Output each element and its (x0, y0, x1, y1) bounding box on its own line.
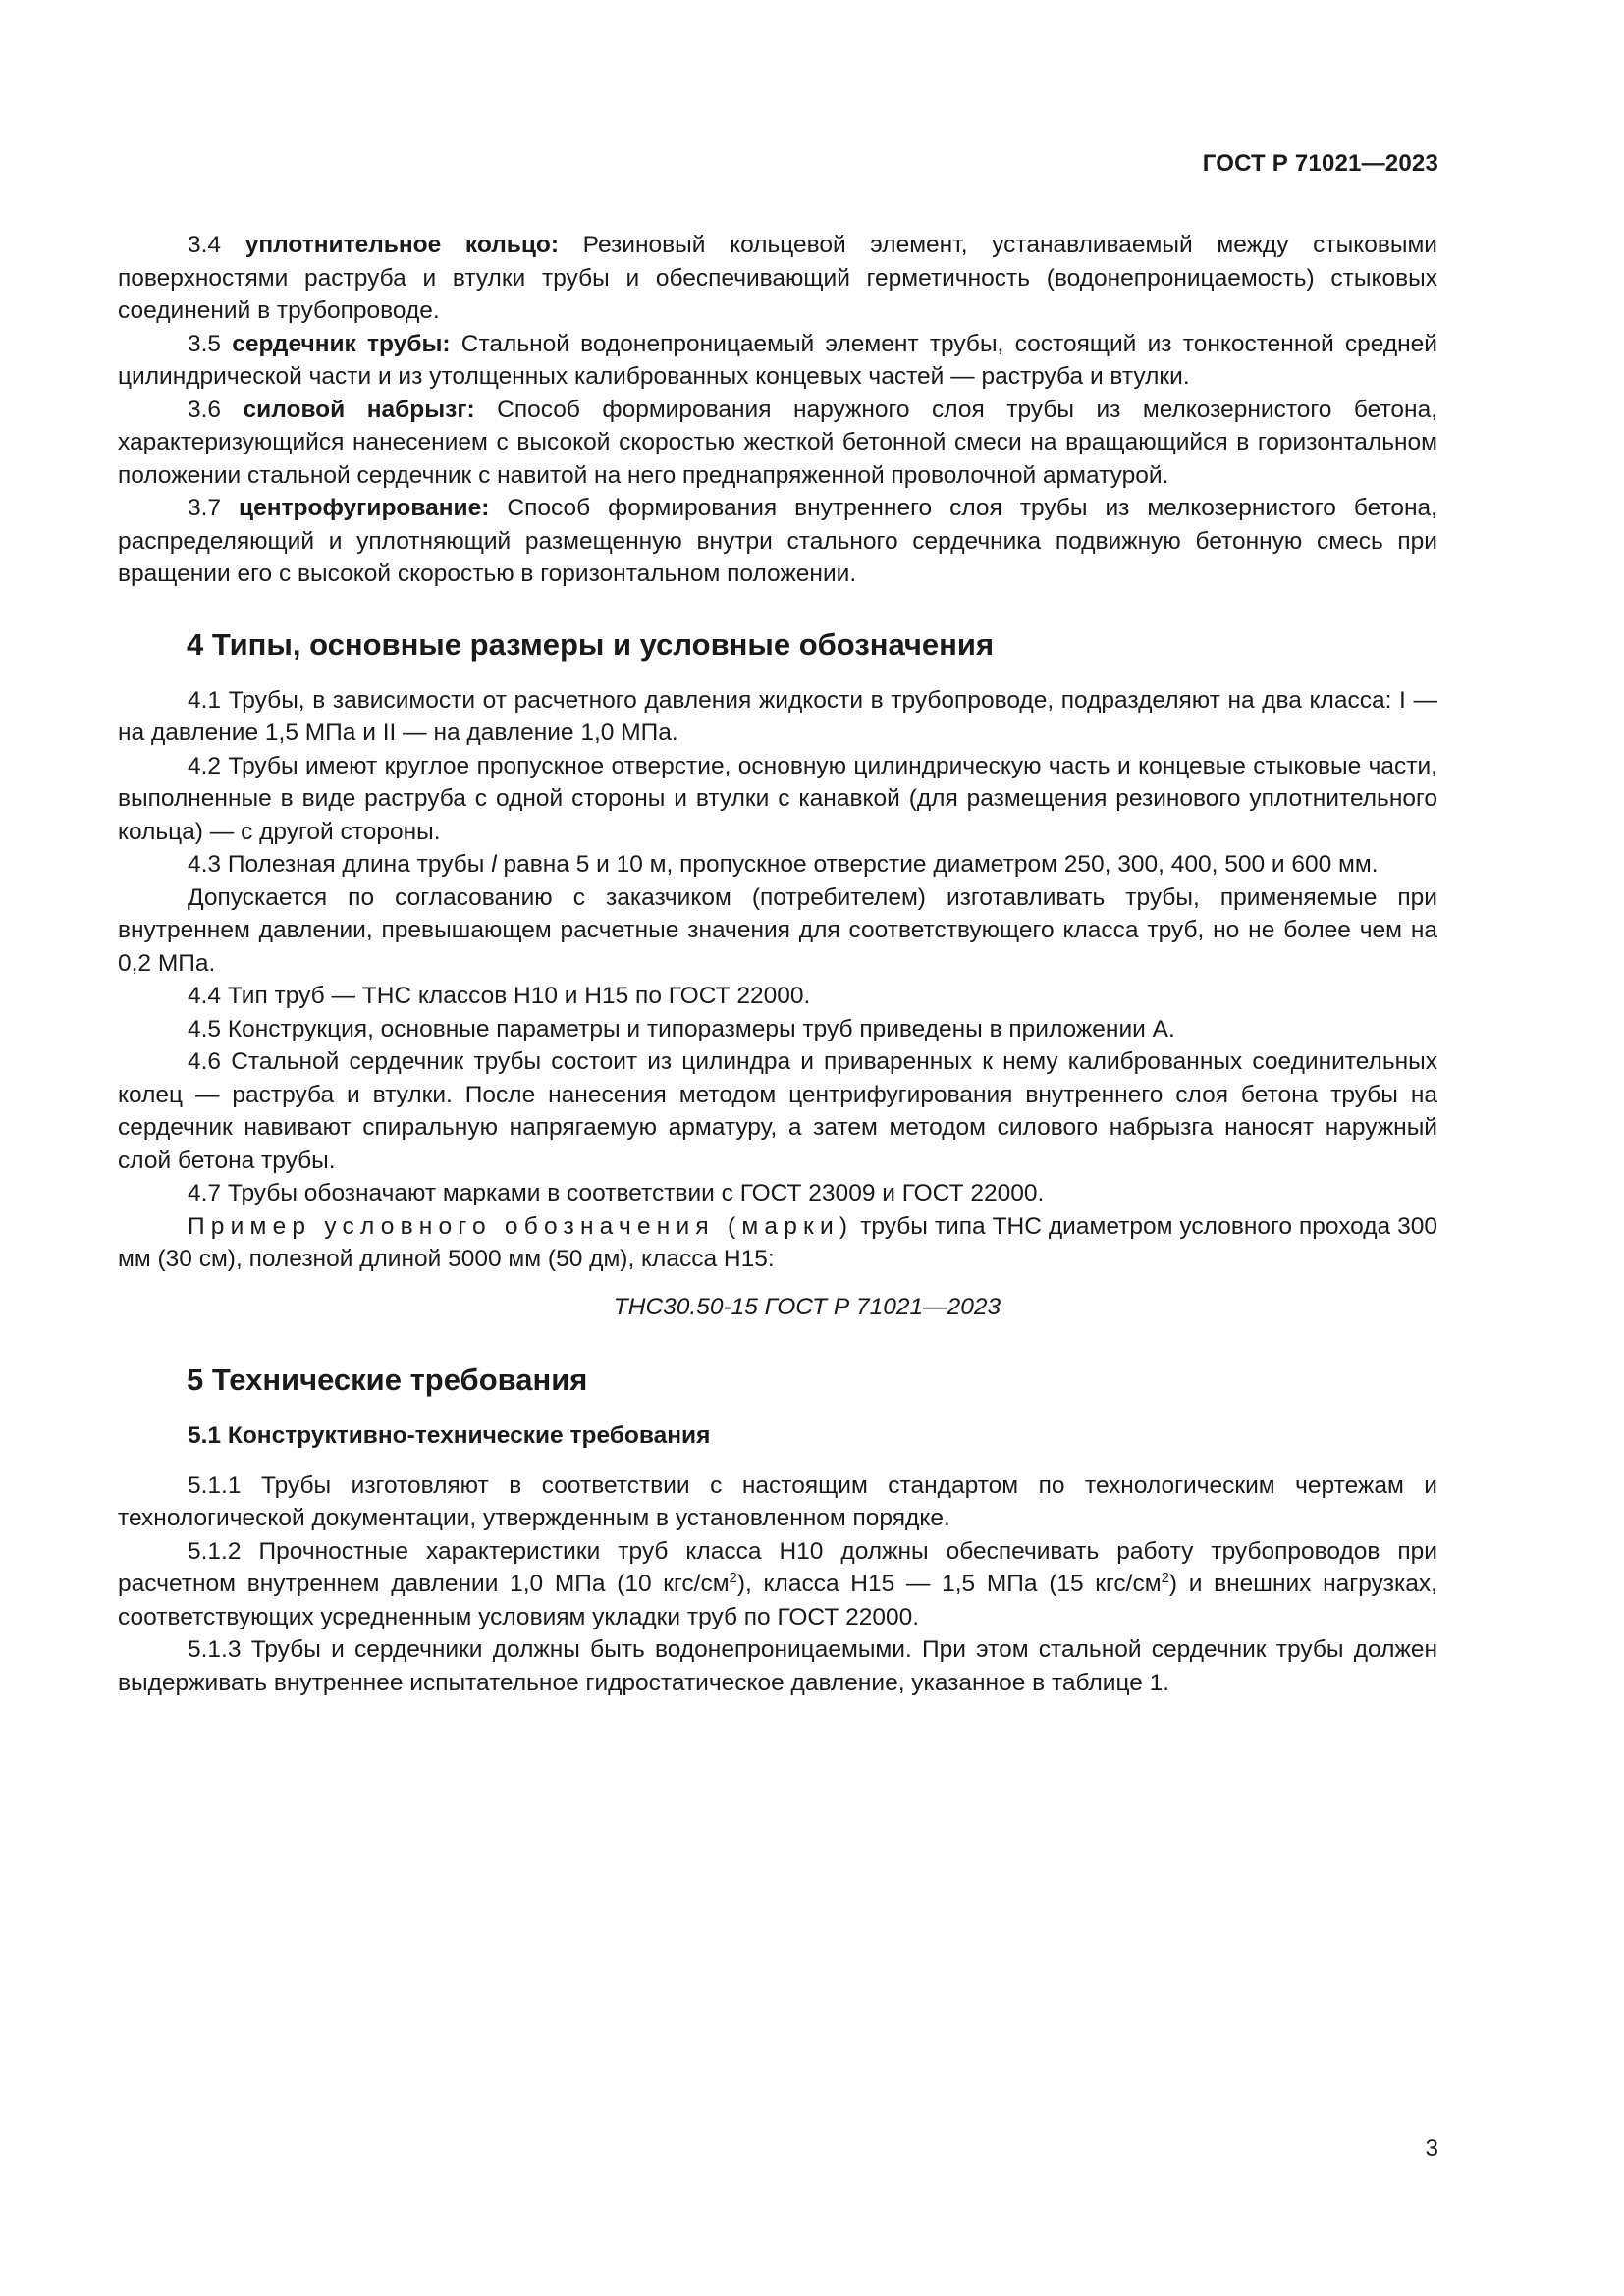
paragraph-4-6: 4.6 Стальной сердечник трубы состоит из цилиндра и приваренных к нему калиброванных соединительных колец — раструба и втулки. После нанесения методом центрифугирования внутреннего слоя бетона трубы на сердечник навивают спиральную напрягаемую арматуру, а затем методом силового набрызга наносят наружный слой бетона трубы. (118, 1048, 1437, 1174)
definition-number: 3.7 (188, 495, 240, 521)
paragraph-text: ) и внешних нагрузках, соответствующих усредненным условиям укладки труб по ГОСТ 22000. (118, 1571, 1437, 1630)
paragraph-4-1: 4.1 Трубы, в зависимости от расчетного давления жидкости в трубопроводе, подразделяют на два класса: I — на давление 1,5 МПа и II — на давление 1,0 МПа. (118, 686, 1437, 746)
definition-3-4 (118, 229, 1437, 328)
example-label: Пример условного обозначения (марки) (188, 1212, 854, 1240)
variable-l: l (491, 851, 497, 878)
subsection-5-1-heading: 5.1 Конструктивно-технические требования (188, 1422, 711, 1449)
paragraph-4-3-note: Допускается по согласованию с заказчиком (потребителем) изготавливать трубы, применяемые при внутреннем давлении, превышающем расчетные значения для соответствующего класса труб, но не более чем на 0,2 МПа. (118, 883, 1437, 977)
definition-3-7 (118, 492, 1437, 591)
definition-term: уплотнительное кольцо: (244, 232, 560, 258)
section-4-heading: 4 Типы, основные размеры и условные обозначения (187, 626, 995, 662)
definition-text: Резиновый кольцевой элемент, устанавливаемый между стыковыми поверхностями раструба и втулки трубы и обеспечивающий герметичность (водонепроницаемость) стыковых соединений в трубопроводе. (118, 232, 1437, 324)
paragraph-text: 4.3 Полезная длина трубы (188, 851, 492, 878)
example-marking: ТНС30.50-15 ГОСТ Р 71021—2023 (613, 1293, 1001, 1320)
paragraph-5-1-3: 5.1.3 Трубы и сердечники должны быть водонепроницаемыми. При этом стальной сердечник трубы должен выдерживать внутреннее испытательное гидростатическое давление, указанное в таблице 1. (118, 1636, 1437, 1696)
definition-3-5 (118, 328, 1437, 394)
definition-3-6 (118, 394, 1437, 493)
paragraph-4-7: 4.7 Трубы обозначают марками в соответствии с ГОСТ 23009 и ГОСТ 22000. (188, 1180, 1045, 1206)
section-5-heading: 5 Технические требования (187, 1362, 588, 1397)
paragraph-4-2: 4.2 Трубы имеют круглое пропускное отверстие, основную цилиндрическую часть и концевые стыковые части, выполненные в виде раструба с одной стороны и втулки с канавкой (для размещения резинового уплотнительного кольца) — с другой стороны. (118, 752, 1437, 845)
definition-number: 3.6 (188, 396, 244, 423)
paragraph-5-1-1: 5.1.1 Трубы изготовляют в соответствии с настоящим стандартом по технологическим чертежам и технологической документации, утвержденным в установленном порядке. (118, 1471, 1437, 1531)
definition-term: сердечник трубы: (232, 330, 451, 357)
example-text: трубы типа ТНС диаметром условного прохода 300 мм (30 см), полезной длиной 5000 мм (50 дм), класса Н15: (118, 1212, 1437, 1272)
document-body (118, 229, 1437, 1699)
definition-number: 3.4 (188, 232, 245, 258)
superscript: 2 (1161, 1570, 1169, 1586)
definition-term: центрофугирование: (239, 495, 490, 521)
paragraph-5-1-2 (118, 1535, 1437, 1634)
example-paragraph (118, 1210, 1437, 1276)
paragraph-text: равна 5 и 10 м, пропускное отверстие диаметром 250, 300, 400, 500 и 600 мм. (496, 851, 1379, 878)
paragraph-4-5: 4.5 Конструкция, основные параметры и типоразмеры труб приведены в приложении А. (188, 1015, 1175, 1042)
paragraph-4-3 (118, 848, 1437, 881)
document-code-header: ГОСТ Р 71021—2023 (1202, 150, 1438, 177)
definition-number: 3.5 (188, 330, 233, 357)
definition-term: силовой набрызг: (243, 396, 475, 423)
paragraph-4-4: 4.4 Тип труб — ТНС классов Н10 и Н15 по ГОСТ 22000. (188, 983, 811, 1009)
page-number: 3 (1425, 2135, 1438, 2162)
paragraph-text: 5.1.2 Прочностные характеристики труб класса Н10 должны обеспечивать работу трубопроводов при расчетном внутреннем давлении 1,0 МПа (10 кгс/см (118, 1537, 1437, 1597)
definition-text: Способ формирования наружного слоя трубы из мелкозернистого бетона, характеризующийся нанесением с высокой скоростью жесткой бетонной смеси на вращающийся в горизонтальном положении стальной сердечник с навитой на него преднапряженной проволочной арматурой. (118, 396, 1438, 489)
definition-text: Способ формирования внутреннего слоя трубы из мелкозернистого бетона, распределяющий и уплотняющий размещенную внутри стального сердечника подвижную бетонную смесь при вращении его с высокой скоростью в горизонтальном положении. (118, 495, 1437, 587)
definition-text: Стальной водонепроницаемый элемент трубы, состоящий из тонкостенной средней цилиндрической части и из утолщенных калиброванных концевых частей — раструба и втулки. (118, 330, 1437, 390)
superscript: 2 (729, 1570, 737, 1586)
paragraph-text: ), класса Н15 — 1,5 МПа (15 кгс/см (736, 1571, 1162, 1597)
